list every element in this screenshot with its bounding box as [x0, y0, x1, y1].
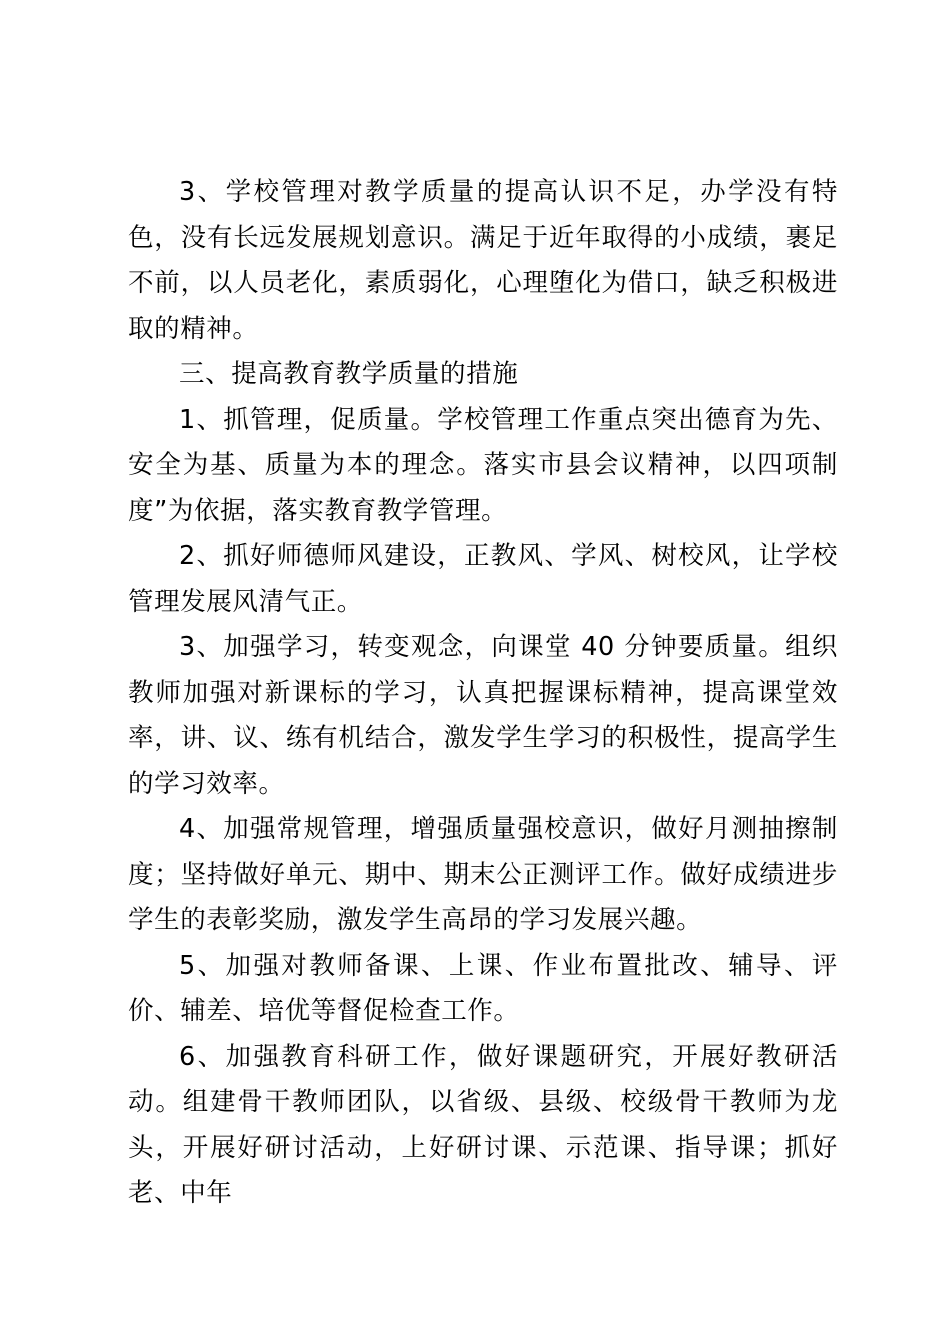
paragraph-measure-6: 6、加强教育科研工作，做好课题研究，开展好教研活动。组建骨干教师团队，以省级、县级、校级骨干教师为龙头，开展好研讨活动，上好研讨课、示范课、指导课；抓好老、中年 [128, 1041, 838, 1208]
section-heading-measures: 三、提高教育教学质量的措施 [179, 359, 519, 389]
paragraph-measure-4: 4、加强常规管理，增强质量强校意识，做好月测抽擦制度；坚持做好单元、期中、期末公正测评工作。做好成绩进步学生的表彰奖励，激发学生高昂的学习发展兴趣。 [128, 814, 838, 935]
paragraph-measure-2: 2、抓好师德师风建设，正教风、学风、树校风，让学校管理发展风清气正。 [128, 541, 838, 617]
paragraph-measure-3: 3、加强学习，转变观念，向课堂 40 分钟要质量。组织教师加强对新课标的学习，认真把握课标精神，提高课堂效率，讲、议、练有机结合，激发学生学习的积极性，提高学生的学习效率。 [128, 632, 838, 799]
paragraph-problem-3: 3、学校管理对教学质量的提高认识不足，办学没有特色，没有长远发展规划意识。满足于近年取得的小成绩，裹足不前，以人员老化，素质弱化，心理堕化为借口，缺乏积极进取的精神。 [128, 177, 838, 344]
paragraph-measure-1: 1、抓管理，促质量。学校管理工作重点突出德育为先、安全为基、质量为本的理念。落实市县会议精神，以四项制度”为依据，落实教育教学管理。 [128, 404, 838, 526]
document-body [128, 170, 838, 1217]
paragraph-measure-5: 5、加强对教师备课、上课、作业布置批改、辅导、评价、辅差、培优等督促检查工作。 [128, 950, 838, 1026]
